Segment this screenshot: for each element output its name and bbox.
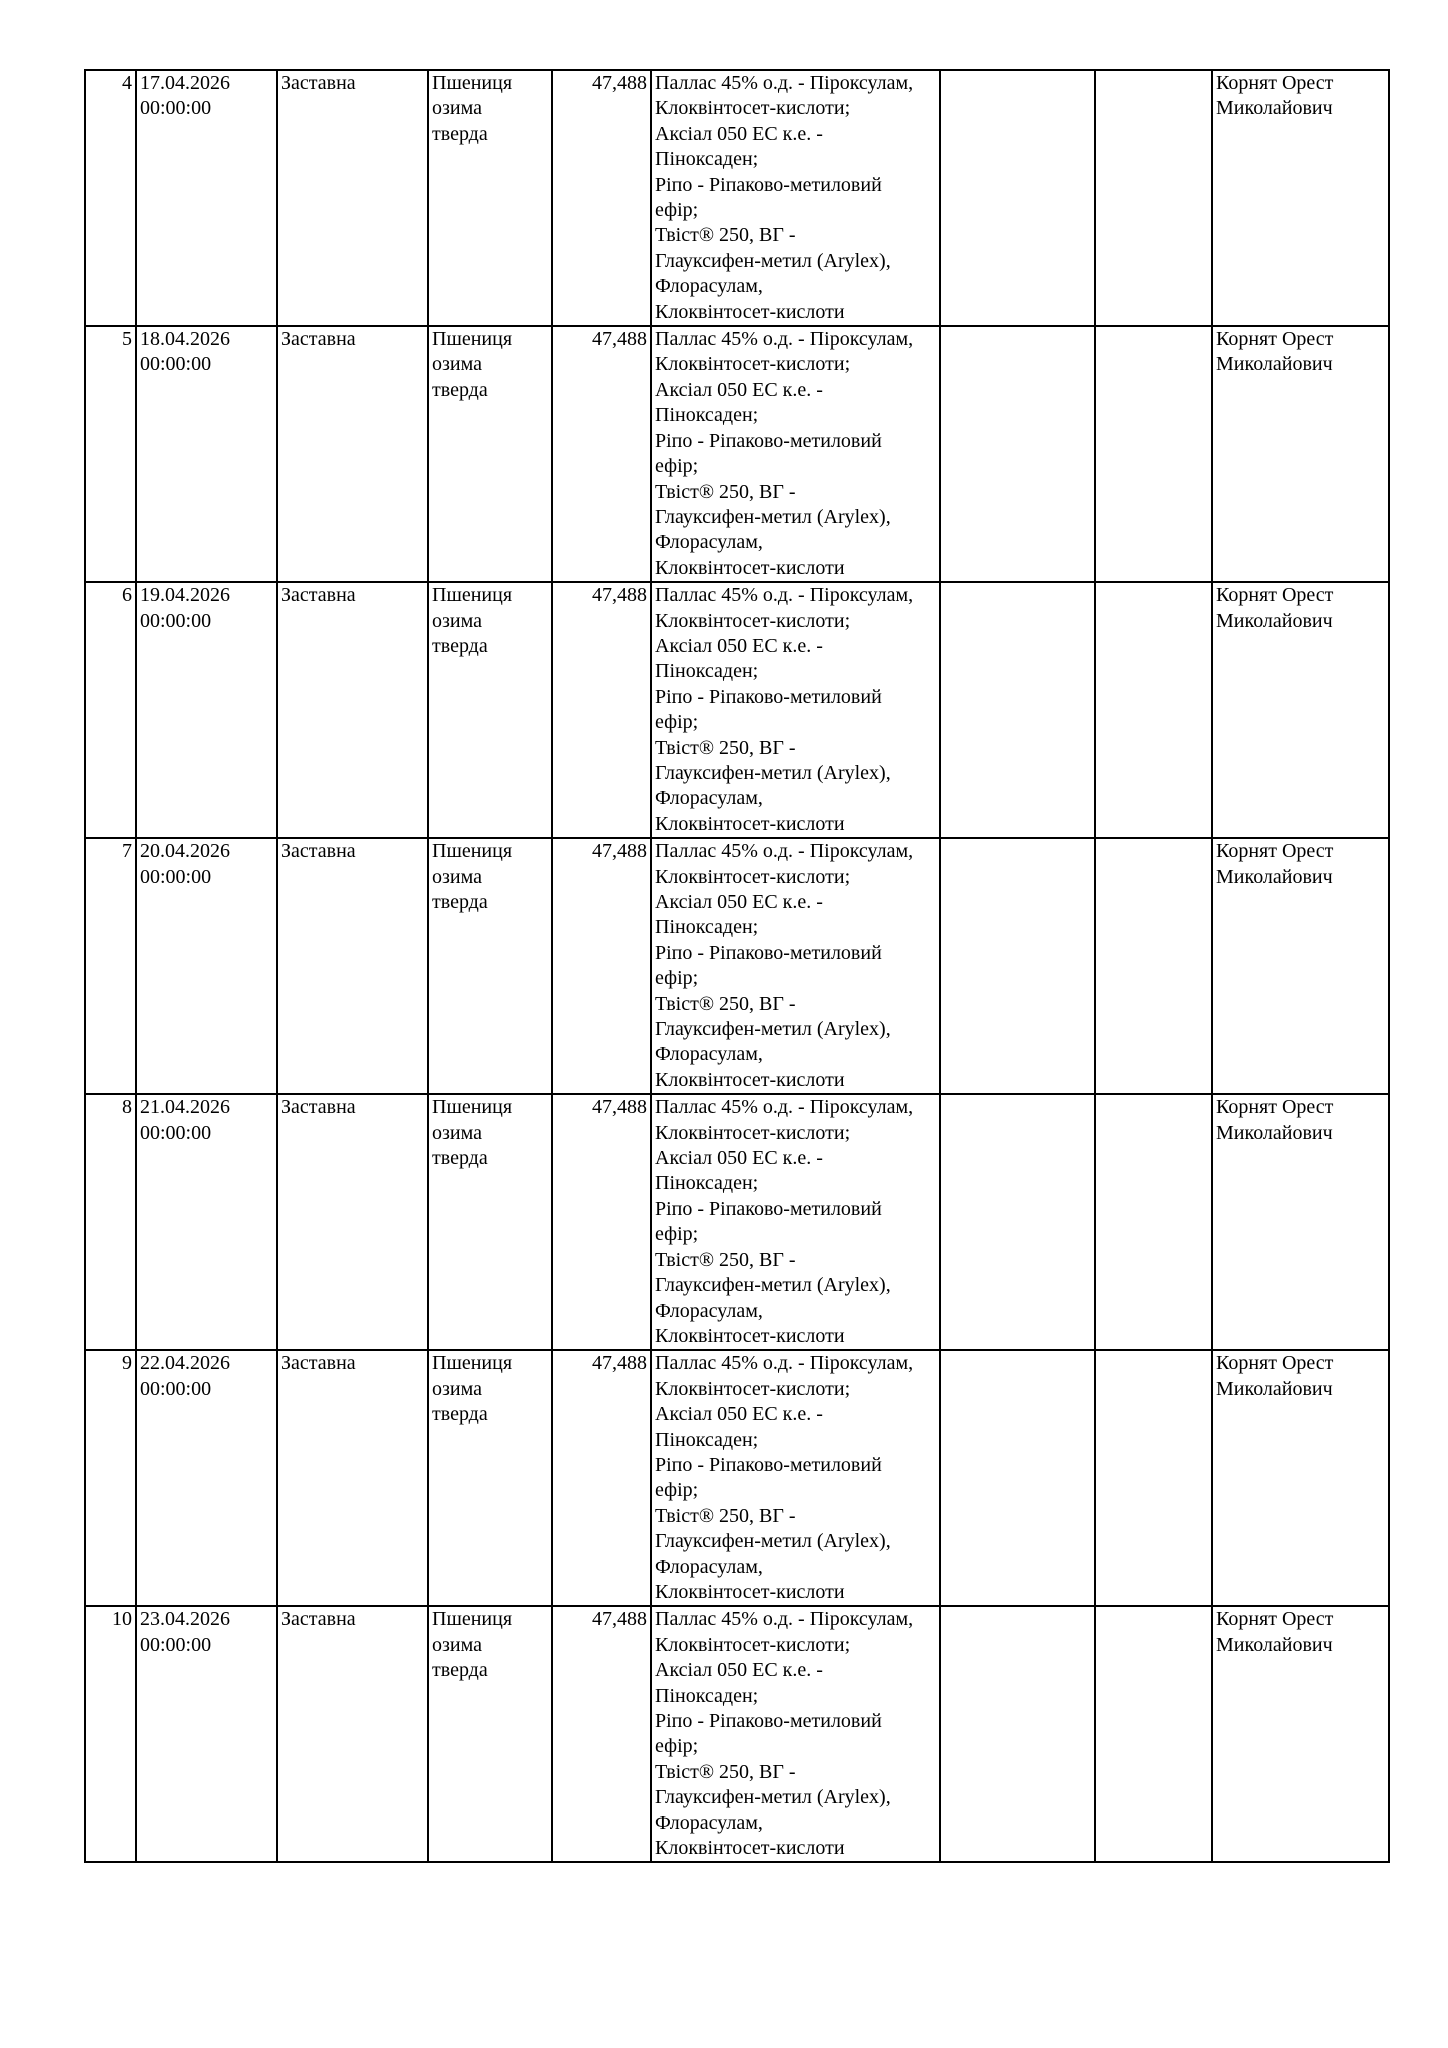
date-cell bbox=[136, 1350, 277, 1606]
type-value: Заставна bbox=[281, 328, 356, 351]
type-value: Заставна bbox=[281, 840, 356, 863]
quantity-value: 47,488 bbox=[592, 584, 647, 607]
crop-line: озима bbox=[432, 97, 482, 120]
table-row bbox=[85, 326, 1389, 582]
person-line: Корнят Орест bbox=[1216, 1096, 1334, 1119]
crop-cell bbox=[428, 838, 552, 1094]
product-line: Паллас 45% о.д. - Піроксулам, bbox=[655, 1352, 914, 1375]
crop-line: Пшениця bbox=[432, 328, 513, 351]
crop-line: озима bbox=[432, 609, 482, 632]
row-number-cell bbox=[85, 70, 136, 326]
product-line: Паллас 45% о.д. - Піроксулам, bbox=[655, 72, 914, 94]
product-line: Флорасулам, bbox=[655, 1555, 763, 1578]
person-cell bbox=[1212, 1350, 1389, 1606]
product-line: Піноксаден; bbox=[655, 1172, 759, 1195]
products-cell bbox=[651, 70, 940, 326]
time-value: 00:00:00 bbox=[140, 1121, 212, 1144]
product-line: Ріпо - Ріпаково-метиловий bbox=[655, 941, 882, 964]
product-line: Піноксаден; bbox=[655, 148, 759, 171]
product-line: Глауксифен-метил (Arylex), bbox=[655, 761, 891, 784]
crop-cell bbox=[428, 1606, 552, 1862]
empty-cell-7 bbox=[940, 1094, 1095, 1350]
products-cell bbox=[651, 1350, 940, 1606]
product-line: Флорасулам, bbox=[655, 1043, 763, 1066]
empty-cell-8 bbox=[1095, 70, 1212, 326]
product-line: Клоквінтосет-кислоти; bbox=[655, 865, 851, 888]
crop-line: Пшениця bbox=[432, 840, 513, 863]
person-line: Корнят Орест bbox=[1216, 1352, 1334, 1375]
empty-cell-8 bbox=[1095, 1094, 1212, 1350]
row-number-cell bbox=[85, 838, 136, 1094]
type-value: Заставна bbox=[281, 1608, 356, 1631]
product-line: Клоквінтосет-кислоти bbox=[655, 300, 845, 323]
type-value: Заставна bbox=[281, 1096, 356, 1119]
product-line: ефір; bbox=[655, 199, 699, 222]
person-cell bbox=[1212, 1606, 1389, 1862]
product-line: Піноксаден; bbox=[655, 404, 759, 427]
table-row bbox=[85, 1094, 1389, 1350]
person-line: Корнят Орест bbox=[1216, 1608, 1334, 1631]
product-line: Ріпо - Ріпаково-метиловий bbox=[655, 1453, 882, 1476]
row-number-cell bbox=[85, 582, 136, 838]
empty-cell-7 bbox=[940, 1606, 1095, 1862]
crop-line: озима bbox=[432, 353, 482, 376]
quantity-cell bbox=[552, 838, 651, 1094]
product-line: Клоквінтосет-кислоти; bbox=[655, 1377, 851, 1400]
person-line: Миколайович bbox=[1216, 353, 1333, 376]
empty-cell-7 bbox=[940, 70, 1095, 326]
table-body bbox=[85, 70, 1389, 1862]
product-line: Паллас 45% о.д. - Піроксулам, bbox=[655, 1096, 914, 1119]
row-number-cell bbox=[85, 1094, 136, 1350]
date-cell bbox=[136, 582, 277, 838]
product-line: Клоквінтосет-кислоти; bbox=[655, 609, 851, 632]
product-line: Аксіал 050 ЕС к.е. - bbox=[655, 122, 823, 145]
product-line: Ріпо - Ріпаково-метиловий bbox=[655, 429, 882, 452]
table-row bbox=[85, 582, 1389, 838]
product-line: Аксіал 050 ЕС к.е. - bbox=[655, 634, 823, 657]
crop-line: тверда bbox=[432, 1659, 488, 1682]
date-cell bbox=[136, 70, 277, 326]
quantity-value: 47,488 bbox=[592, 1096, 647, 1119]
type-cell bbox=[277, 1350, 428, 1606]
person-line: Миколайович bbox=[1216, 1121, 1333, 1144]
product-line: Аксіал 050 ЕС к.е. - bbox=[655, 1403, 823, 1426]
product-line: Піноксаден; bbox=[655, 1684, 759, 1707]
crop-line: тверда bbox=[432, 122, 488, 145]
product-line: Глауксифен-метил (Arylex), bbox=[655, 505, 891, 528]
product-line: Флорасулам, bbox=[655, 531, 763, 554]
crop-line: озима bbox=[432, 1377, 482, 1400]
empty-cell-8 bbox=[1095, 326, 1212, 582]
product-line: Глауксифен-метил (Arylex), bbox=[655, 1274, 891, 1297]
product-line: Глауксифен-метил (Arylex), bbox=[655, 1018, 891, 1041]
product-line: Аксіал 050 ЕС к.е. - bbox=[655, 891, 823, 913]
type-cell bbox=[277, 326, 428, 582]
product-line: Паллас 45% о.д. - Піроксулам, bbox=[655, 1608, 914, 1631]
table-row bbox=[85, 70, 1389, 326]
person-cell bbox=[1212, 582, 1389, 838]
quantity-value: 47,488 bbox=[592, 72, 647, 94]
row-number: 8 bbox=[122, 1096, 132, 1119]
table-row bbox=[85, 1350, 1389, 1606]
type-cell bbox=[277, 838, 428, 1094]
person-cell bbox=[1212, 1094, 1389, 1350]
quantity-cell bbox=[552, 1094, 651, 1350]
quantity-cell bbox=[552, 1606, 651, 1862]
product-line: Клоквінтосет-кислоти; bbox=[655, 353, 851, 376]
product-line: Твіст® 250, ВГ - bbox=[655, 224, 796, 247]
product-line: Аксіал 050 ЕС к.е. - bbox=[655, 1147, 823, 1170]
row-number: 5 bbox=[122, 328, 132, 351]
person-line: Корнят Орест bbox=[1216, 584, 1334, 607]
product-line: Піноксаден; bbox=[655, 660, 759, 683]
product-line: Клоквінтосет-кислоти; bbox=[655, 1633, 851, 1656]
person-line: Корнят Орест bbox=[1216, 72, 1334, 94]
row-number-cell bbox=[85, 1350, 136, 1606]
product-line: Глауксифен-метил (Arylex), bbox=[655, 1786, 891, 1809]
table-row bbox=[85, 838, 1389, 1094]
products-cell bbox=[651, 582, 940, 838]
row-number: 10 bbox=[112, 1608, 132, 1631]
crop-line: Пшениця bbox=[432, 72, 513, 94]
product-line: Клоквінтосет-кислоти bbox=[655, 1068, 845, 1091]
product-line: Паллас 45% о.д. - Піроксулам, bbox=[655, 840, 914, 863]
crop-line: тверда bbox=[432, 634, 488, 657]
product-line: ефір; bbox=[655, 967, 699, 990]
person-cell bbox=[1212, 838, 1389, 1094]
person-line: Корнят Орест bbox=[1216, 840, 1334, 863]
quantity-cell bbox=[552, 326, 651, 582]
product-line: Флорасулам, bbox=[655, 1299, 763, 1322]
product-line: Клоквінтосет-кислоти bbox=[655, 812, 845, 835]
quantity-value: 47,488 bbox=[592, 840, 647, 863]
date-value: 17.04.2026 bbox=[140, 72, 230, 94]
product-line: Ріпо - Ріпаково-метиловий bbox=[655, 685, 882, 708]
crop-line: Пшениця bbox=[432, 1096, 513, 1119]
table-row bbox=[85, 1606, 1389, 1862]
person-line: Миколайович bbox=[1216, 1633, 1333, 1656]
row-number: 6 bbox=[122, 584, 132, 607]
quantity-cell bbox=[552, 582, 651, 838]
product-line: Клоквінтосет-кислоти bbox=[655, 556, 845, 579]
product-line: Твіст® 250, ВГ - bbox=[655, 992, 796, 1015]
type-cell bbox=[277, 1606, 428, 1862]
products-cell bbox=[651, 1606, 940, 1862]
product-line: ефір; bbox=[655, 455, 699, 478]
person-line: Корнят Орест bbox=[1216, 328, 1334, 351]
date-value: 20.04.2026 bbox=[140, 840, 230, 863]
empty-cell-7 bbox=[940, 582, 1095, 838]
row-number-cell bbox=[85, 1606, 136, 1862]
product-line: Твіст® 250, ВГ - bbox=[655, 480, 796, 503]
product-line: Флорасулам, bbox=[655, 787, 763, 810]
type-value: Заставна bbox=[281, 584, 356, 607]
product-line: Твіст® 250, ВГ - bbox=[655, 1504, 796, 1527]
type-value: Заставна bbox=[281, 72, 356, 94]
date-cell bbox=[136, 1094, 277, 1350]
crop-line: тверда bbox=[432, 1403, 488, 1426]
crop-line: тверда bbox=[432, 891, 488, 913]
product-line: Піноксаден; bbox=[655, 1428, 759, 1451]
product-line: Твіст® 250, ВГ - bbox=[655, 736, 796, 759]
product-line: Глауксифен-метил (Arylex), bbox=[655, 249, 891, 272]
product-line: ефір; bbox=[655, 711, 699, 734]
crop-line: Пшениця bbox=[432, 584, 513, 607]
crop-cell bbox=[428, 1350, 552, 1606]
person-line: Миколайович bbox=[1216, 97, 1333, 120]
time-value: 00:00:00 bbox=[140, 1377, 212, 1400]
crop-cell bbox=[428, 326, 552, 582]
product-line: ефір; bbox=[655, 1735, 699, 1758]
person-cell bbox=[1212, 70, 1389, 326]
crop-line: тверда bbox=[432, 1147, 488, 1170]
product-line: Клоквінтосет-кислоти bbox=[655, 1837, 845, 1860]
empty-cell-7 bbox=[940, 838, 1095, 1094]
crop-line: Пшениця bbox=[432, 1352, 513, 1375]
product-line: Твіст® 250, ВГ - bbox=[655, 1760, 796, 1783]
date-value: 21.04.2026 bbox=[140, 1096, 230, 1119]
product-line: Аксіал 050 ЕС к.е. - bbox=[655, 378, 823, 401]
date-cell bbox=[136, 838, 277, 1094]
person-line: Миколайович bbox=[1216, 1377, 1333, 1400]
type-cell bbox=[277, 1094, 428, 1350]
person-line: Миколайович bbox=[1216, 609, 1333, 632]
time-value: 00:00:00 bbox=[140, 609, 212, 632]
crop-line: озима bbox=[432, 1633, 482, 1656]
treatment-log-table bbox=[84, 69, 1390, 1863]
product-line: Глауксифен-метил (Arylex), bbox=[655, 1530, 891, 1553]
empty-cell-8 bbox=[1095, 1350, 1212, 1606]
crop-line: озима bbox=[432, 1121, 482, 1144]
person-line: Миколайович bbox=[1216, 865, 1333, 888]
product-line: Клоквінтосет-кислоти bbox=[655, 1580, 845, 1603]
crop-line: Пшениця bbox=[432, 1608, 513, 1631]
product-line: Ріпо - Ріпаково-метиловий bbox=[655, 173, 882, 196]
type-cell bbox=[277, 70, 428, 326]
row-number: 4 bbox=[122, 72, 132, 94]
empty-cell-8 bbox=[1095, 838, 1212, 1094]
product-line: Флорасулам, bbox=[655, 1811, 763, 1834]
product-line: Паллас 45% о.д. - Піроксулам, bbox=[655, 584, 914, 607]
date-value: 19.04.2026 bbox=[140, 584, 230, 607]
product-line: Клоквінтосет-кислоти; bbox=[655, 97, 851, 120]
time-value: 00:00:00 bbox=[140, 865, 212, 888]
crop-cell bbox=[428, 582, 552, 838]
quantity-value: 47,488 bbox=[592, 1608, 647, 1631]
quantity-value: 47,488 bbox=[592, 328, 647, 351]
time-value: 00:00:00 bbox=[140, 353, 212, 376]
product-line: Паллас 45% о.д. - Піроксулам, bbox=[655, 328, 914, 351]
empty-cell-8 bbox=[1095, 582, 1212, 838]
empty-cell-7 bbox=[940, 326, 1095, 582]
row-number: 9 bbox=[122, 1352, 132, 1375]
crop-line: тверда bbox=[432, 378, 488, 401]
quantity-cell bbox=[552, 1350, 651, 1606]
product-line: Аксіал 050 ЕС к.е. - bbox=[655, 1659, 823, 1682]
quantity-cell bbox=[552, 70, 651, 326]
date-cell bbox=[136, 1606, 277, 1862]
empty-cell-7 bbox=[940, 1350, 1095, 1606]
products-cell bbox=[651, 838, 940, 1094]
product-line: Флорасулам, bbox=[655, 275, 763, 298]
crop-line: озима bbox=[432, 865, 482, 888]
quantity-value: 47,488 bbox=[592, 1352, 647, 1375]
row-number: 7 bbox=[122, 840, 132, 863]
date-cell bbox=[136, 326, 277, 582]
product-line: Твіст® 250, ВГ - bbox=[655, 1248, 796, 1271]
date-value: 23.04.2026 bbox=[140, 1608, 230, 1631]
product-line: Клоквінтосет-кислоти; bbox=[655, 1121, 851, 1144]
products-cell bbox=[651, 326, 940, 582]
type-value: Заставна bbox=[281, 1352, 356, 1375]
crop-cell bbox=[428, 1094, 552, 1350]
person-cell bbox=[1212, 326, 1389, 582]
time-value: 00:00:00 bbox=[140, 1633, 212, 1656]
date-value: 18.04.2026 bbox=[140, 328, 230, 351]
product-line: ефір; bbox=[655, 1479, 699, 1502]
product-line: ефір; bbox=[655, 1223, 699, 1246]
date-value: 22.04.2026 bbox=[140, 1352, 230, 1375]
product-line: Піноксаден; bbox=[655, 916, 759, 939]
empty-cell-8 bbox=[1095, 1606, 1212, 1862]
product-line: Клоквінтосет-кислоти bbox=[655, 1324, 845, 1347]
time-value: 00:00:00 bbox=[140, 97, 212, 120]
product-line: Ріпо - Ріпаково-метиловий bbox=[655, 1197, 882, 1220]
type-cell bbox=[277, 582, 428, 838]
product-line: Ріпо - Ріпаково-метиловий bbox=[655, 1710, 882, 1732]
products-cell bbox=[651, 1094, 940, 1350]
crop-cell bbox=[428, 70, 552, 326]
row-number-cell bbox=[85, 326, 136, 582]
